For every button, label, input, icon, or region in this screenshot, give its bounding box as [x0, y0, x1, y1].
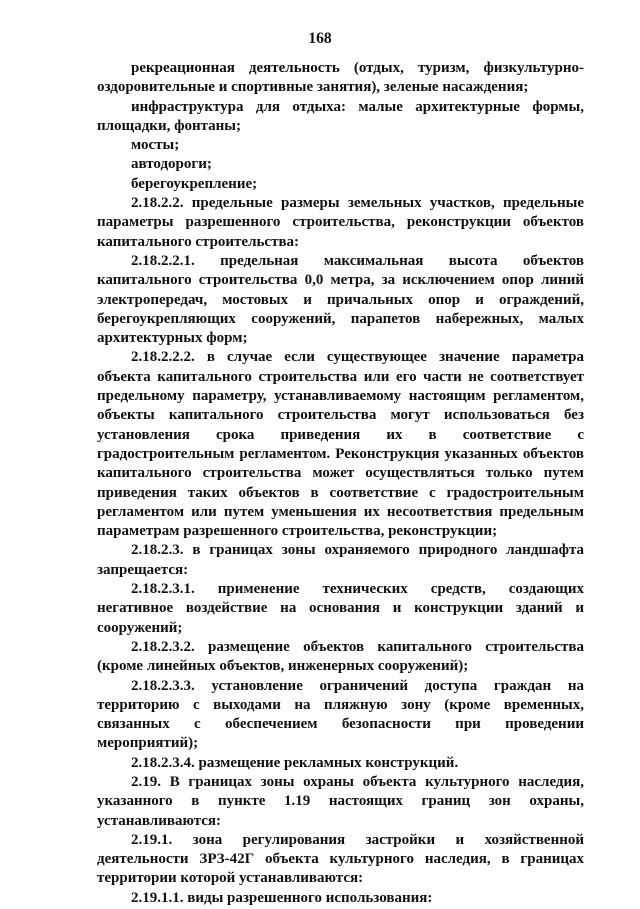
paragraph-recreation: рекреационная деятельность (отдых, туризм, физкультурно-оздоровительные и спортивные занятия), зеленые насаждения; [97, 60, 584, 96]
paragraph-2-18-2-3: 2.18.2.3. в границах зоны охраняемого природного ландшафта запрещается: [97, 542, 584, 578]
paragraph-infrastructure: инфраструктура для отдыха: малые архитектурные формы, площадки, фонтаны; [97, 98, 584, 134]
paragraph-2-19-1-1: 2.19.1.1. виды разрешенного использования: [131, 889, 433, 906]
paragraph-2-19: 2.19. В границах зоны охраны объекта культурного наследия, указанного в пункте 1.19 настоящих границ зон охраны, устанавливаются: [97, 773, 584, 829]
document-body [97, 59, 584, 908]
paragraph-2-18-2-2-2: 2.18.2.2.2. в случае если существующее значение параметра объекта капитального строительства или его части не соответствует предельному параметру, устанавливаемому настоящим регламентом, объекты капитального строительства могут использоваться без установления срока приведения их в соответствие с градостроительным регламентом. Реконструкция указанных объектов капитального строительства может осуществляться только путем приведения таких объектов в соответствие с градостроительным регламентом или путем уменьшения их несоответствия предельным параметрам разрешенного строительства, реконструкции; [97, 349, 584, 540]
paragraph-2-18-2-3-1: 2.18.2.3.1. применение технических средств, создающих негативное воздействие на основания и конструкции зданий и сооружений; [97, 581, 584, 636]
paragraph-2-18-2-3-3: 2.18.2.3.3. установление ограничений доступа граждан на территорию с выходами на пляжную зону (кроме временных, связанных с обеспечением безопасности при проведении мероприятий); [97, 677, 584, 752]
paragraph-roads: автодороги; [131, 156, 212, 173]
paragraph-2-18-2-3-2: 2.18.2.3.2. размещение объектов капитального строительства (кроме линейных объектов, инженерных сооружений); [97, 638, 584, 675]
paragraph-2-18-2-2: 2.18.2.2. предельные размеры земельных участков, предельные параметры разрешенного строительства, реконструкции объектов капитального строительства: [97, 195, 584, 250]
paragraph-2-19-1: 2.19.1. зона регулирования застройки и хозяйственной деятельности ЗРЗ-42Г объекта культурного наследия, в границах территории которой устанавливаются: [97, 831, 584, 887]
paragraph-bridges: мосты; [131, 137, 180, 154]
paragraph-shore-protection: берегоукрепление; [131, 175, 258, 192]
paragraph-2-18-2-2-1: 2.18.2.2.1. предельная максимальная высота объектов капитального строительства 0,0 метра, за исключением опор линий электропередач, мостовых и причальных опор и ограждений, берегоукрепляющих сооружений, парапетов набережных, малых архитектурных форм; [97, 252, 584, 347]
paragraph-2-18-2-3-4: 2.18.2.3.4. размещение рекламных конструкций. [131, 754, 459, 771]
page-number: 168 [308, 30, 332, 47]
